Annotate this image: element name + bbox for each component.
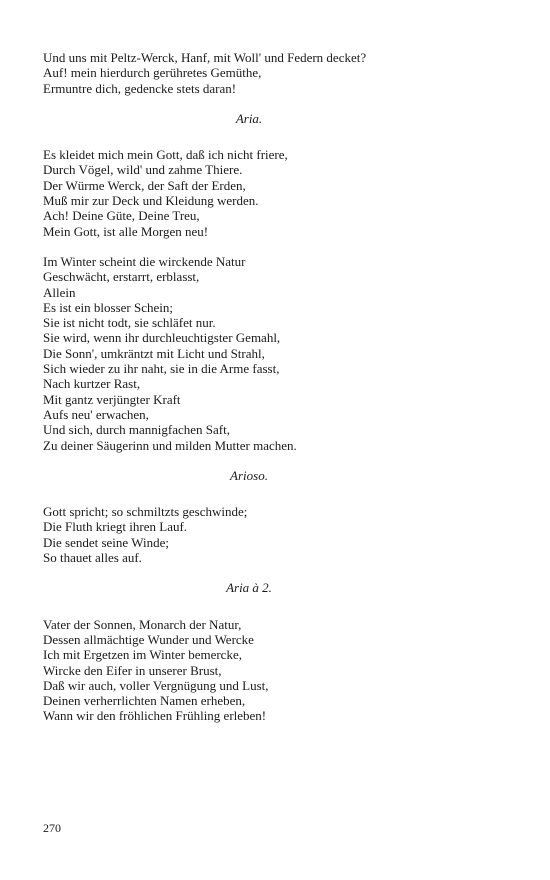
section-heading: Arioso. [230, 467, 268, 483]
verse-line: Ich mit Ergetzen im Winter bemercke, [43, 647, 242, 663]
verse-line: Sie ist nicht todt, sie schläfet nur. [43, 315, 216, 331]
verse-line: Muß mir zur Deck und Kleidung werden. [43, 193, 259, 209]
stanza [43, 50, 513, 96]
section-heading: Aria à 2. [226, 580, 272, 596]
stanza [43, 254, 513, 453]
poem-text [43, 50, 513, 739]
verse-line: Sich wieder zu ihr naht, sie in die Arme fasst, [43, 361, 280, 377]
verse-line: Vater der Sonnen, Monarch der Natur, [43, 616, 242, 632]
verse-line: Daß wir auch, voller Vergnügung und Lust, [43, 677, 269, 693]
verse-line: Der Würme Werck, der Saft der Erden, [43, 177, 246, 193]
section-heading: Aria. [235, 110, 263, 126]
verse-line: Dessen allmächtige Wunder und Wercke [43, 631, 254, 647]
page-number: 270 [43, 821, 61, 835]
verse-line: Wircke den Eifer in unserer Brust, [43, 662, 222, 678]
verse-line: Es kleidet mich mein Gott, daß ich nicht friere, [43, 147, 288, 163]
verse-line: Es ist ein blosser Schein; [43, 299, 173, 315]
verse-line: Sie wird, wenn ihr durchleuchtigster Gemahl, [43, 330, 281, 346]
verse-line: Und uns mit Peltz-Werck, Hanf, mit Woll' und Federn decket? [43, 50, 367, 65]
verse-line: Im Winter scheint die wirckende Natur [43, 253, 246, 269]
verse-line: Auf! mein hierdurch gerühretes Gemüthe, [43, 65, 262, 81]
verse-line: Die Sonn', umkräntzt mit Licht und Strahl, [43, 345, 265, 361]
stanza [43, 617, 513, 724]
verse-line: Aufs neu' erwachen, [43, 406, 149, 422]
verse-line: Die Fluth kriegt ihren Lauf. [43, 519, 188, 535]
verse-line: Deinen verherrlichten Namen erheben, [43, 693, 246, 709]
verse-line: Geschwächt, erstarrt, erblasst, [43, 269, 200, 285]
verse-line: Gott spricht; so schmiltzts geschwinde; [43, 504, 248, 520]
verse-line: Durch Vögel, wild' und zahme Thiere. [43, 162, 243, 178]
stanza [43, 504, 513, 565]
verse-line: Wann wir den fröhlichen Frühling erleben! [43, 708, 267, 724]
verse-line: So thauet alles auf. [43, 550, 142, 566]
verse-line: Allein [43, 284, 76, 300]
verse-line: Mit gantz verjüngter Kraft [43, 391, 181, 407]
verse-line: Und sich, durch mannigfachen Saft, [43, 422, 231, 438]
verse-line: Nach kurtzer Rast, [43, 376, 141, 392]
verse-line: Ermuntre dich, gedencke stets daran! [43, 80, 237, 96]
verse-line: Ach! Deine Güte, Deine Treu, [43, 208, 200, 224]
verse-line: Mein Gott, ist alle Morgen neu! [43, 223, 209, 239]
verse-line: Zu deiner Säugerinn und milden Mutter machen. [43, 437, 297, 453]
verse-line: Die sendet seine Winde; [43, 534, 169, 550]
stanza [43, 147, 513, 239]
